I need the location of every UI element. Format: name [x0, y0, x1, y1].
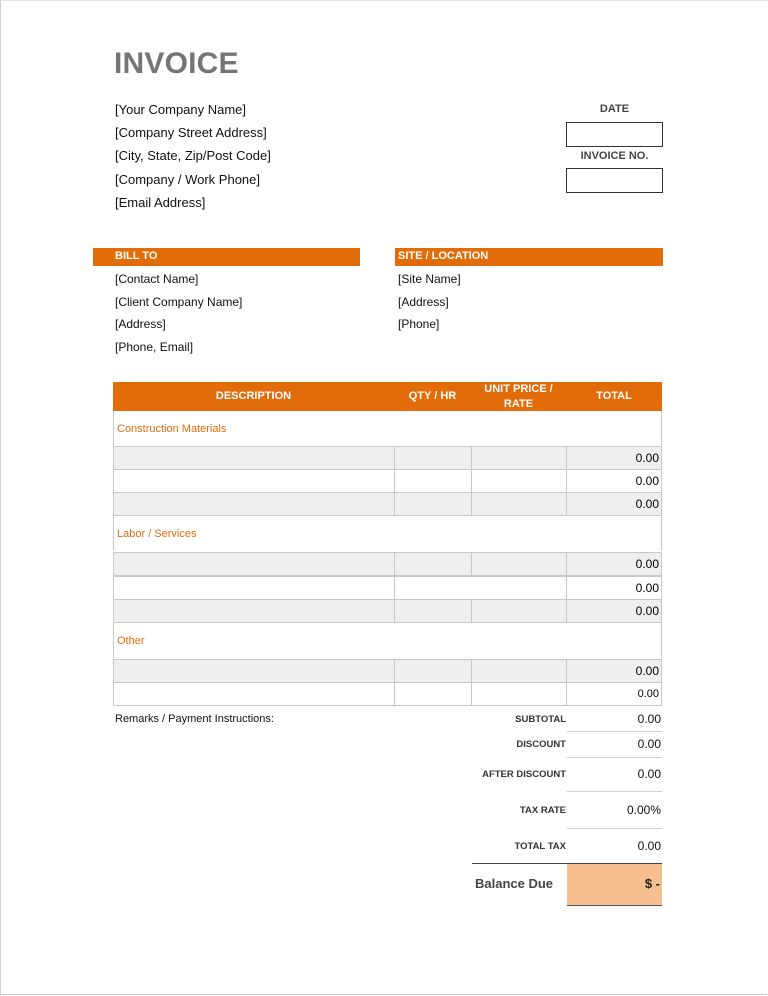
col-qty: QTY / HR [408, 390, 457, 402]
section-labor-services [113, 516, 662, 551]
after-discount-value: 0.00 [637, 767, 661, 781]
unit-price-cell[interactable] [471, 492, 567, 516]
description-cell[interactable] [113, 659, 395, 683]
total-cell: 0.00 [566, 659, 662, 683]
section-label: Labor / Services [117, 528, 197, 540]
table-row[interactable] [113, 599, 662, 622]
date-label: DATE [599, 103, 630, 115]
description-cell[interactable] [113, 576, 395, 600]
subtotal-label: SUBTOTAL [515, 714, 566, 725]
section-label: Construction Materials [117, 423, 227, 435]
qty-cell[interactable] [394, 659, 472, 683]
company-phone[interactable]: [Company / Work Phone] [115, 172, 260, 187]
total-cell: 0.00 [566, 492, 662, 516]
description-cell[interactable] [113, 552, 395, 576]
company-city[interactable]: [City, State, Zip/Post Code] [115, 148, 271, 163]
discount-label: DISCOUNT [516, 739, 566, 750]
divider [567, 791, 662, 792]
balance-due-label: Balance Due [475, 876, 554, 891]
bill-to-contact[interactable]: [Contact Name] [115, 272, 199, 286]
section-label: Other [117, 635, 145, 647]
bill-to-header: BILL TO [93, 248, 360, 266]
total-cell: 0.00 [566, 446, 662, 470]
site-address[interactable]: [Address] [398, 295, 449, 309]
table-row[interactable] [113, 682, 662, 705]
bill-to-phone-email[interactable]: [Phone, Email] [115, 340, 194, 354]
date-field[interactable] [566, 122, 663, 147]
invoice-title: INVOICE [114, 47, 239, 80]
invoice-no-label: INVOICE NO. [580, 150, 649, 162]
table-header [113, 382, 662, 411]
unit-price-cell[interactable] [471, 469, 567, 493]
description-cell[interactable] [113, 682, 395, 706]
col-total: TOTAL [596, 390, 632, 402]
qty-cell[interactable] [394, 682, 472, 706]
description-cell[interactable] [113, 446, 395, 470]
col-unit-price: UNIT PRICE / RATE [484, 382, 553, 410]
site-phone[interactable]: [Phone] [398, 317, 440, 331]
description-cell[interactable] [113, 599, 395, 623]
divider [567, 757, 662, 758]
total-cell: 0.00 [566, 599, 662, 623]
table-row[interactable] [113, 492, 662, 515]
unit-price-cell[interactable] [471, 552, 567, 576]
tax-rate-value[interactable]: 0.00% [626, 803, 661, 817]
invoice-no-field[interactable] [566, 168, 663, 193]
site-location-header: SITE / LOCATION [395, 248, 663, 266]
qty-cell[interactable] [394, 469, 472, 493]
qty-cell[interactable] [394, 552, 472, 576]
divider [567, 731, 662, 732]
total-cell: 0.00 [566, 552, 662, 576]
table-row[interactable] [113, 446, 662, 469]
total-tax-label: TOTAL TAX [514, 841, 566, 852]
after-discount-label: AFTER DISCOUNT [482, 769, 566, 780]
company-email[interactable]: [Email Address] [115, 195, 206, 210]
unit-price-cell[interactable] [471, 599, 567, 623]
discount-value[interactable]: 0.00 [637, 737, 661, 751]
table-row[interactable] [113, 469, 662, 492]
qty-unit-merged-cell[interactable] [394, 576, 567, 600]
unit-price-cell[interactable] [471, 682, 567, 706]
table-row[interactable] [113, 552, 662, 575]
total-cell: 0.00 [566, 576, 662, 600]
unit-price-cell[interactable] [471, 659, 567, 683]
total-tax-value: 0.00 [637, 839, 661, 853]
company-street[interactable]: [Company Street Address] [115, 125, 267, 140]
bill-to-company[interactable]: [Client Company Name] [115, 295, 243, 309]
section-construction-materials [113, 411, 662, 446]
total-cell: 0.00 [566, 469, 662, 493]
tax-rate-label: TAX RATE [519, 805, 566, 816]
bill-to-address[interactable]: [Address] [115, 317, 166, 331]
table-row[interactable] [113, 576, 662, 599]
description-cell[interactable] [113, 492, 395, 516]
unit-price-cell[interactable] [471, 446, 567, 470]
table-row[interactable] [113, 659, 662, 682]
qty-cell[interactable] [394, 492, 472, 516]
company-name[interactable]: [Your Company Name] [115, 102, 247, 117]
total-cell: 0.00 [566, 682, 662, 706]
divider [567, 828, 662, 829]
description-cell[interactable] [113, 469, 395, 493]
balance-due-value: $ - [644, 876, 660, 891]
remarks-label: Remarks / Payment Instructions: [115, 713, 274, 725]
qty-cell[interactable] [394, 446, 472, 470]
site-name[interactable]: [Site Name] [398, 272, 461, 286]
col-description: DESCRIPTION [215, 390, 292, 402]
subtotal-value: 0.00 [637, 712, 661, 726]
qty-cell[interactable] [394, 599, 472, 623]
section-other [113, 623, 662, 658]
